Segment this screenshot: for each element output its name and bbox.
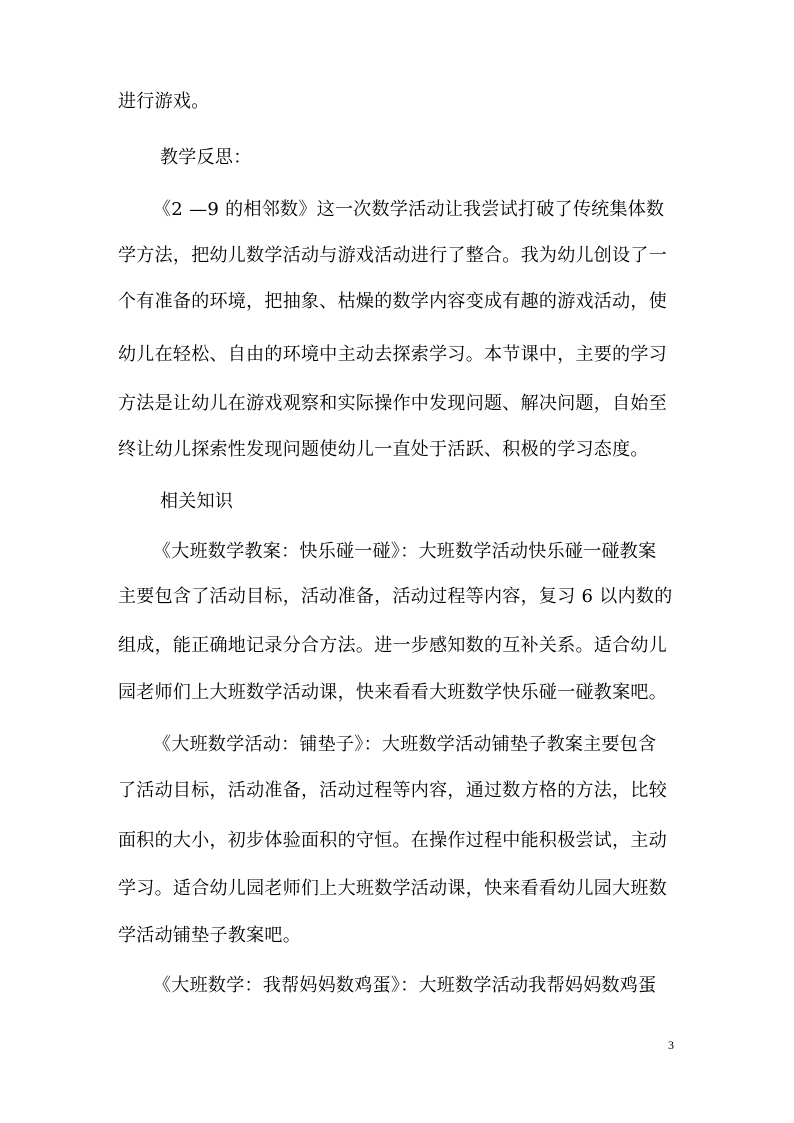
text-line-6: 幼儿在轻松、自由的环境中主动去探索学习。本节课中，主要的学习 xyxy=(118,344,667,365)
text-line-7: 方法是让幼儿在游戏观察和实际操作中发现问题、解决问题，自始至 xyxy=(118,393,667,414)
text-line-10: 《大班数学教案：快乐碰一碰》：大班数学活动快乐碰一碰教案 xyxy=(153,541,657,562)
text-line-18: 学活动铺垫子教案吧。 xyxy=(118,925,301,946)
text-line-14: 《大班数学活动：铺垫子》：大班数学活动铺垫子教案主要包含 xyxy=(153,734,657,755)
text-line-2: 教学反思： xyxy=(160,147,252,168)
text-line-17: 学习。适合幼儿园老师们上大班数学活动课，快来看看幼儿园大班数 xyxy=(118,878,667,899)
text-line-1: 进行游戏。 xyxy=(118,91,210,112)
text-line-13: 园老师们上大班数学活动课，快来看看大班数学快乐碰一碰教案吧。 xyxy=(118,682,667,703)
page-number: 3 xyxy=(668,1038,674,1052)
text-line-9: 相关知识 xyxy=(160,491,234,512)
text-line-12: 组成，能正确地记录分合方法。进一步感知数的互补关系。适合幼儿 xyxy=(118,635,667,656)
text-line-11: 主要包含了活动目标，活动准备，活动过程等内容，复习 6 以内数的 xyxy=(118,586,673,607)
text-line-5: 个有准备的环境，把抽象、枯燥的数学内容变成有趣的游戏活动，使 xyxy=(118,291,667,312)
text-line-16: 面积的大小，初步体验面积的守恒。在操作过程中能积极尝试，主动 xyxy=(118,830,667,851)
text-line-8: 终让幼儿探索性发现问题使幼儿一直处于活跃、积极的学习态度。 xyxy=(118,439,649,460)
text-line-15: 了活动目标，活动准备，活动过程等内容，通过数方格的方法，比较 xyxy=(118,780,667,801)
text-line-3: 《2 —9 的相邻数》这一次数学活动让我尝试打破了传统集体数 xyxy=(153,199,665,220)
text-line-4: 学方法，把幼儿数学活动与游戏活动进行了整合。我为幼儿创设了一 xyxy=(118,245,667,266)
text-line-19: 《大班数学：我帮妈妈数鸡蛋》：大班数学活动我帮妈妈数鸡蛋 xyxy=(153,975,657,996)
